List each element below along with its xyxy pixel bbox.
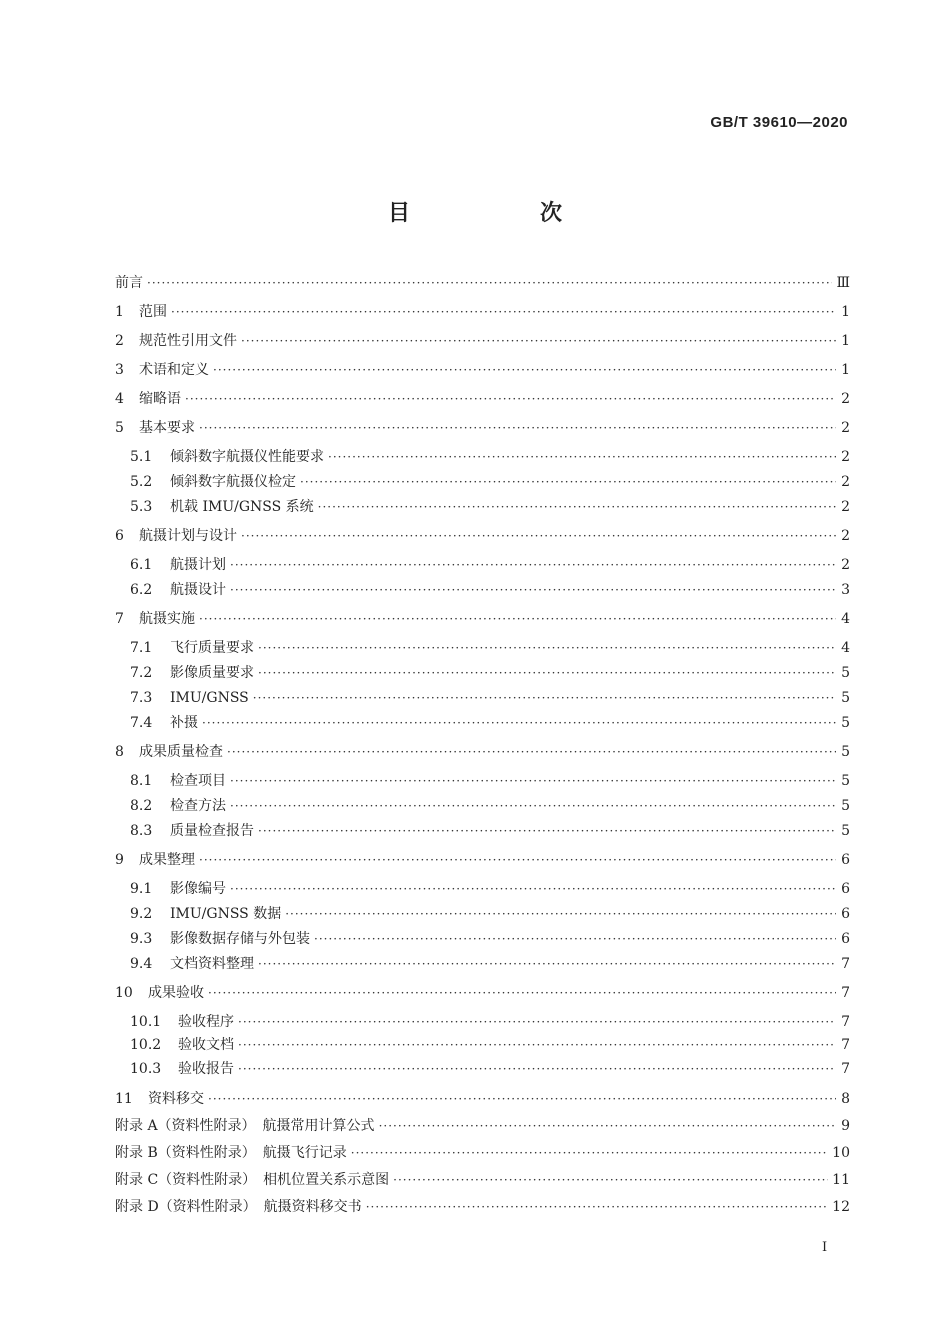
toc-entry[interactable] (130, 820, 850, 842)
dot-leader (238, 1034, 836, 1056)
toc-entry-title: 机载 IMU/GNSS 系统 (170, 499, 314, 515)
toc-entry-title: 航摄计划与设计 (139, 528, 237, 544)
toc-entry-page: 7 (841, 1037, 850, 1053)
toc-entry-number: 5.1 (130, 449, 153, 465)
standard-code: GB/T 39610—2020 (710, 114, 848, 131)
toc-entry-page: 4 (841, 611, 850, 627)
toc-entry-number: 6.2 (130, 582, 153, 598)
toc-entry-number: 5.2 (130, 474, 153, 490)
toc-entry[interactable] (130, 637, 850, 659)
toc-entry-page: 6 (841, 881, 850, 897)
dot-leader (227, 741, 836, 763)
toc-entry[interactable] (115, 525, 850, 547)
toc-entry-number: 10.3 (130, 1061, 162, 1077)
dot-leader (185, 388, 836, 410)
toc-entry-number: 8.1 (130, 773, 153, 789)
toc-entry-page: 8 (841, 1091, 850, 1107)
toc-entry-number: 9.3 (130, 931, 153, 947)
toc-entry-number: 7 (115, 611, 124, 627)
toc-entry[interactable] (130, 662, 850, 684)
toc-entry-page: 5 (841, 665, 850, 681)
toc-entry-page: 7 (841, 956, 850, 972)
dot-leader (241, 525, 836, 547)
toc-entry-page: 5 (841, 715, 850, 731)
toc-entry-number: 9.4 (130, 956, 153, 972)
dot-leader (213, 359, 836, 381)
toc-entry-page: 2 (841, 449, 850, 465)
toc-entry-title: 附录 D（资料性附录） 航摄资料移交书 (115, 1199, 362, 1215)
toc-entry-number: 6.1 (130, 557, 153, 573)
toc-entry-page: 2 (841, 420, 850, 436)
toc-entry[interactable] (115, 1196, 850, 1218)
toc-entry-number: 9.1 (130, 881, 153, 897)
page-number: Ⅰ (822, 1240, 828, 1255)
toc-entry-page: 3 (841, 582, 850, 598)
toc-entry-title: 检查方法 (170, 798, 226, 814)
toc-entry-page: 7 (841, 1061, 850, 1077)
toc-entry-title: 成果验收 (148, 985, 204, 1001)
toc-entry-number: 4 (115, 391, 124, 407)
toc-entry-number: 7.2 (130, 665, 153, 681)
toc-entry[interactable] (115, 1088, 850, 1110)
dot-leader (199, 849, 836, 871)
toc-entry-title: IMU/GNSS (170, 690, 249, 706)
toc-entry-page: 1 (841, 304, 850, 320)
toc-entry-page: 9 (841, 1118, 850, 1134)
toc-entry[interactable] (115, 272, 850, 294)
toc-entry-number: 2 (115, 333, 124, 349)
dot-leader (285, 903, 836, 925)
toc-entry-page: 5 (841, 773, 850, 789)
toc-entry-page: 12 (832, 1199, 850, 1215)
dot-leader (171, 301, 836, 323)
toc-entry-page: 10 (832, 1145, 850, 1161)
toc-entry[interactable] (130, 928, 850, 950)
toc-entry-title: 前言 (115, 275, 143, 291)
toc-entry-title: 范围 (139, 304, 167, 320)
dot-leader (238, 1058, 836, 1080)
toc-entry[interactable] (130, 795, 850, 817)
toc-entry-number: 7.4 (130, 715, 153, 731)
toc-entry-title: 文档资料整理 (170, 956, 254, 972)
dot-leader (208, 982, 836, 1004)
toc-entry-title: IMU/GNSS 数据 (170, 906, 282, 922)
dot-leader (318, 496, 836, 518)
dot-leader (230, 795, 836, 817)
dot-leader (253, 687, 836, 709)
toc-entry-number: 5.3 (130, 499, 153, 515)
toc-entry-number: 5 (115, 420, 124, 436)
toc-entry[interactable] (115, 417, 850, 439)
toc-entry-page: 7 (841, 985, 850, 1001)
toc-entry[interactable] (130, 446, 850, 468)
dot-leader (230, 770, 836, 792)
toc-entry[interactable] (130, 1011, 850, 1033)
toc-entry-page: 5 (841, 798, 850, 814)
toc-entry[interactable] (115, 1142, 850, 1164)
toc-entry-title: 附录 B（资料性附录） 航摄飞行记录 (115, 1145, 347, 1161)
toc-entry[interactable] (130, 878, 850, 900)
toc-entry-title: 附录 C（资料性附录） 相机位置关系示意图 (115, 1172, 390, 1188)
toc-entry[interactable] (115, 741, 850, 763)
toc-entry[interactable] (130, 496, 850, 518)
toc-entry-title: 验收文档 (178, 1037, 234, 1053)
dot-leader (238, 1011, 836, 1033)
toc-entry-title: 规范性引用文件 (139, 333, 237, 349)
dot-leader (300, 471, 836, 493)
toc-entry-title: 成果质量检查 (139, 744, 223, 760)
toc-entry-page: Ⅲ (836, 275, 850, 291)
toc-entry[interactable] (130, 687, 850, 709)
toc-entry-number: 11 (115, 1091, 133, 1107)
toc-entry-title: 术语和定义 (139, 362, 209, 378)
toc-entry[interactable] (130, 1058, 850, 1080)
toc-entry-page: 6 (841, 931, 850, 947)
toc-entry-number: 7.1 (130, 640, 153, 656)
toc-entry-page: 6 (841, 906, 850, 922)
toc-entry[interactable] (130, 770, 850, 792)
dot-leader (258, 662, 836, 684)
toc-entry[interactable] (115, 1169, 850, 1191)
toc-entry-title: 影像数据存储与外包装 (170, 931, 310, 947)
toc-entry[interactable] (115, 1115, 850, 1137)
toc-entry-title: 验收程序 (178, 1014, 234, 1030)
dot-leader (258, 637, 836, 659)
toc-entry-number: 9 (115, 852, 124, 868)
toc-entry-page: 5 (841, 744, 850, 760)
dot-leader (230, 554, 836, 576)
toc-entry-page: 1 (841, 333, 850, 349)
toc-entry-title: 航摄设计 (170, 582, 226, 598)
dot-leader (258, 820, 836, 842)
toc-entry-title: 资料移交 (148, 1091, 204, 1107)
toc-entry-title: 成果整理 (139, 852, 195, 868)
toc-entry-number: 10 (115, 985, 133, 1001)
toc-entry-title: 航摄计划 (170, 557, 226, 573)
toc-entry[interactable] (115, 982, 850, 1004)
dot-leader (328, 446, 836, 468)
dot-leader (379, 1115, 836, 1137)
toc-entry-number: 8 (115, 744, 124, 760)
toc-entry[interactable] (115, 359, 850, 381)
toc-entry-title: 倾斜数字航摄仪检定 (170, 474, 296, 490)
toc-entry-title: 基本要求 (139, 420, 195, 436)
dot-leader (230, 579, 836, 601)
dot-leader (199, 417, 836, 439)
toc-entry-title: 缩略语 (139, 391, 181, 407)
toc-entry-page: 1 (841, 362, 850, 378)
dot-leader (314, 928, 836, 950)
toc-entry-page: 4 (841, 640, 850, 656)
dot-leader (147, 272, 832, 294)
toc-entry-page: 2 (841, 391, 850, 407)
toc-entry-title: 倾斜数字航摄仪性能要求 (170, 449, 324, 465)
toc-entry[interactable] (130, 903, 850, 925)
toc-entry-title: 航摄实施 (139, 611, 195, 627)
toc-entry-title: 检查项目 (170, 773, 226, 789)
toc-entry[interactable] (130, 579, 850, 601)
dot-leader (258, 953, 836, 975)
toc-entry[interactable] (115, 608, 850, 630)
toc-entry-number: 10.2 (130, 1037, 162, 1053)
dot-leader (351, 1142, 828, 1164)
toc-entry-title: 验收报告 (178, 1061, 234, 1077)
toc-entry-page: 6 (841, 852, 850, 868)
dot-leader (208, 1088, 836, 1110)
toc-entry-page: 2 (841, 557, 850, 573)
toc-entry-number: 8.2 (130, 798, 153, 814)
toc-entry[interactable] (115, 388, 850, 410)
toc-entry-page: 2 (841, 499, 850, 515)
toc-entry-page: 5 (841, 823, 850, 839)
toc-entry-number: 9.2 (130, 906, 153, 922)
dot-leader (202, 712, 836, 734)
dot-leader (199, 608, 836, 630)
dot-leader (366, 1196, 828, 1218)
toc-entry-title: 补摄 (170, 715, 198, 731)
toc-entry[interactable] (130, 953, 850, 975)
toc-entry-number: 8.3 (130, 823, 153, 839)
toc-entry-title: 影像质量要求 (170, 665, 254, 681)
toc-entry-page: 7 (841, 1014, 850, 1030)
toc-entry-number: 6 (115, 528, 124, 544)
toc-entry-title: 质量检查报告 (170, 823, 254, 839)
toc-entry-title: 飞行质量要求 (170, 640, 254, 656)
toc-entry-number: 1 (115, 304, 124, 320)
toc-entry-title: 附录 A（资料性附录） 航摄常用计算公式 (115, 1118, 375, 1134)
toc-entry[interactable] (130, 1034, 850, 1056)
toc-entry-page: 11 (832, 1172, 850, 1188)
toc-entry-number: 3 (115, 362, 124, 378)
toc-entry-title: 影像编号 (170, 881, 226, 897)
dot-leader (230, 878, 836, 900)
toc-entry-page: 5 (841, 690, 850, 706)
toc-entry[interactable] (130, 554, 850, 576)
dot-leader (393, 1169, 828, 1191)
toc-entry-number: 10.1 (130, 1014, 162, 1030)
toc-entry[interactable] (130, 471, 850, 493)
toc-entry[interactable] (115, 330, 850, 352)
toc-entry[interactable] (115, 849, 850, 871)
toc-entry-number: 7.3 (130, 690, 153, 706)
page-title: 目 次 (387, 200, 616, 226)
toc-entry[interactable] (130, 712, 850, 734)
dot-leader (241, 330, 836, 352)
toc-entry-page: 2 (841, 474, 850, 490)
toc-entry[interactable] (115, 301, 850, 323)
toc-entry-page: 2 (841, 528, 850, 544)
